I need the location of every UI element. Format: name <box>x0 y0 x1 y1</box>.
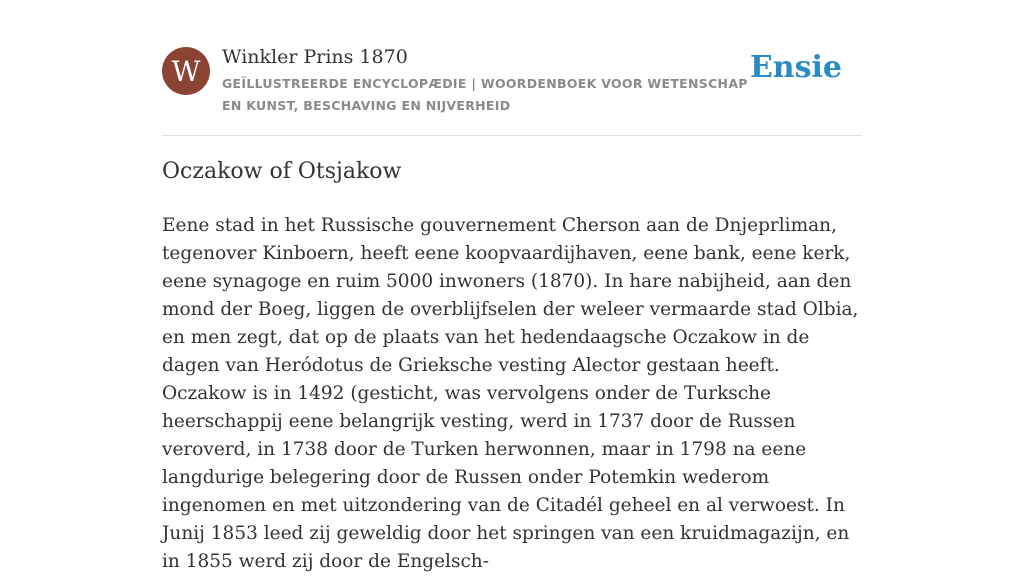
book-subtitle: GEÏLLUSTREERDE ENCYCLOPÆDIE | WOORDENBOEK VOOR WETENSCHAP EN KUNST, BESCHAVING EN NIJVERHEID <box>222 76 748 113</box>
book-header <box>162 44 862 136</box>
header-divider <box>162 135 862 136</box>
entry-text: Eene stad in het Russische gouvernement Cherson aan de Dnjeprliman, tegenover Kinboern, heeft eene koopvaardijhaven, eene bank, eene kerk, eene synagoge en ruim 5000 inwoners (1870). In hare nabijheid, aan den mond der Boeg, liggen de overblijfselen der weleer vermaarde stad Olbia, en men zegt, dat op de plaats van het hedendaagsche Oczakow in de dagen van Heródotus de Grieksche vesting Alector gestaan heeft. Oczakow is in 1492 (gesticht, was vervolgens onder de Turksche heerschappij eene belangrijk vesting, werd in 1737 door de Russen veroverd, in 1738 door de Turken herwonnen, maar in 1798 na eene langdurige belegering door de Russen onder Potemkin wederom ingenomen en met uitzondering van de Citadél geheel en al verwoest. In Junij 1853 leed zij geweldig door het springen van een kruidmagazijn, en in 1855 werd zij door de Engelsch- <box>162 215 859 572</box>
book-title[interactable]: Winkler Prins 1870 <box>222 46 408 68</box>
brand-logo[interactable]: Ensie <box>749 50 842 85</box>
entry-title: Oczakow of Otsjakow <box>162 159 402 184</box>
avatar[interactable]: W <box>162 47 210 95</box>
